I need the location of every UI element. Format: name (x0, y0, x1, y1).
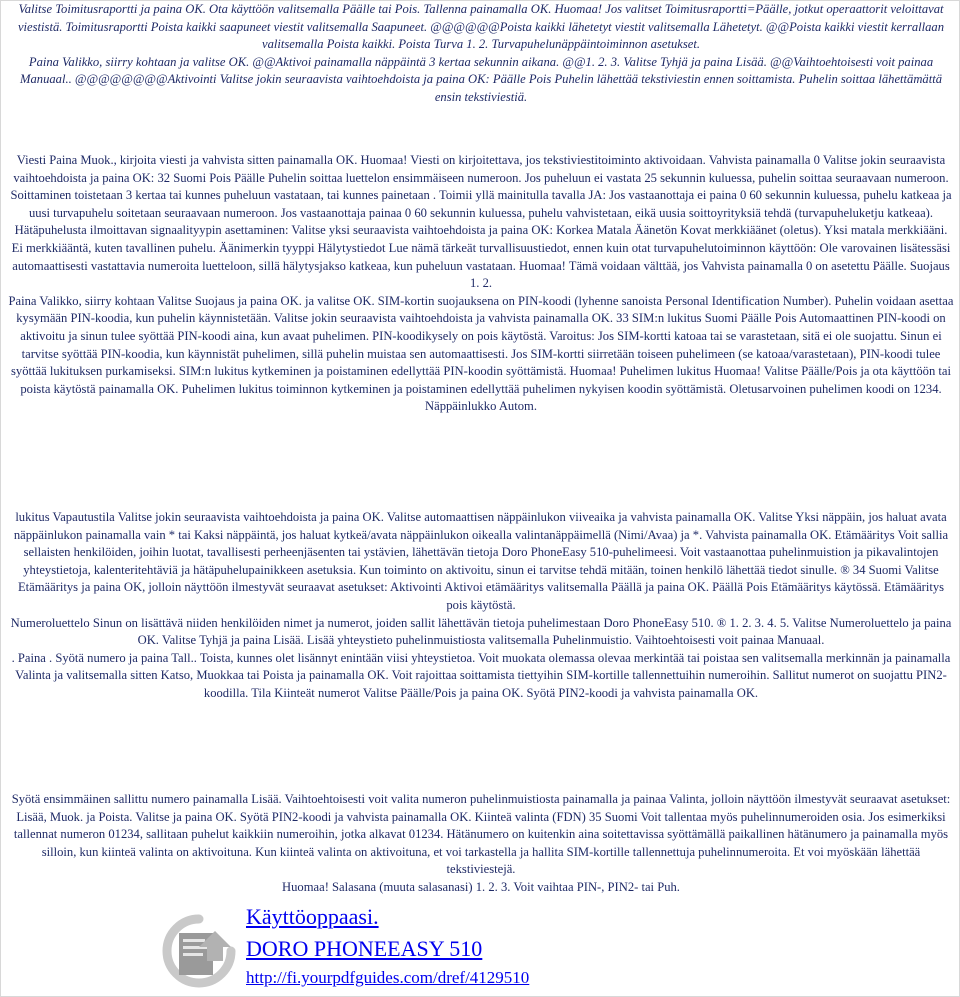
footer-links (246, 901, 529, 991)
paragraph: Ei merkkiääntä, kuten tavallinen puhelu. Äänimerkin tyyppi Hälytystiedot Lue nämä tärkeät turvallisuustiedot, ennen kuin otat turvapuhelutoiminnon käyttöön: Ole varovainen lisätessäsi automaattisesti vastattavia numeroita luetteloon, sillä hälytysjakso katkeaa, kun puheluun vastataan. Huomaa! Tämä voidaan välttää, jos Vahvista painamalla 0 on asetettu Päälle. Suojaus 1. 2. (11, 240, 951, 291)
text-block-emergency (6, 152, 956, 416)
paragraph: Paina Valikko, siirry kohtaan Valitse Suojaus ja paina OK. ja valitse OK. SIM-kortin suojauksena on PIN-koodi (lyhenne sanoista Personal Identification Number). Puhelin voidaan asettaa kysymään PIN-koodia, kun puhelin käynnistetään. Valitse jokin seuraavista vaihtoehdoista ja vahvista painamalla OK. 33 SIM:n lukitus Suomi Päälle Pois Automaattinen PIN-koodi on aktivoitu ja sinun tulee syöttää PIN-koodi aina, kun avaat puhelimen. PIN-koodikysely on pois käytöstä. Varoitus: Jos SIM-kortti katoaa tai se varastetaan, sitä ei ole suojattu. Sinun ei tarvitse syöttää PIN-koodia, kun käynnistät puhelimen, sillä puhelin muistaa sen automaattisesti. Jos SIM-kortti siirretään toiseen puhelimeen (se katoaa/varastetaan), PIN-koodi tulee syöttää lukituksen purkamiseksi. SIM:n lukitus kytkeminen ja poistaminen edellyttää PIN-koodin syöttämistä. Huomaa! Puhelimen lukitus Huomaa! Valitse Päälle/Pois ja ota käyttöön tai poista käytöstä painamalla OK. Puhelimen lukitus toiminnon kytkeminen ja poistaminen edellyttää puhelimen nykyisen koodin syöttämistä. Oletusarvoinen puhelimen koodi on 1234. Näppäinlukko Autom. (8, 293, 954, 414)
text-block-delivery-report (6, 1, 956, 107)
paragraph: Viesti Paina Muok., kirjoita viesti ja vahvista sitten painamalla OK. Huomaa! Viesti on kirjoitettava, jos tekstiviestitoiminto aktivoidaan. Vahvista painamalla 0 Valitse jokin seuraavista vaihtoehdoista ja paina OK: 32 Suomi Pois Päälle Puhelin soittaa luettelon ensimmäiseen numeroon. Jos puheluun ei vastata 25 sekunnin kuluessa, puhelin soittaa seuraavaan numeroon. Soittaminen toistetaan 3 kertaa tai kunnes puheluun vastataan, tai kunnes painetaan . Toimii yllä mainitulla tavalla JA: Jos vastaanottaja ei paina 0 60 sekunnin kuluessa, puhelu katkeaa ja uusi turvapuhelu soitetaan seuraavaan numeroon. Jos vastaanottaja painaa 0 60 sekunnin kuluessa, puhelu vahvistetaan, eikä uusia soittoyrityksiä tehdä (turvapuheluketju katkeaa). Hätäpuhelusta ilmoittavan signaalityypin asettaminen: Valitse yksi seuraavista vaihtoehdoista ja paina OK: Korkea Matala Äänetön Kovat merkkiäänet (oletus). Yksi matala merkkiääni. (10, 153, 952, 238)
paragraph: . Paina . Syötä numero ja paina Tall.. Toista, kunnes olet lisännyt enintään viisi yhteystietoa. Voit muokata olemassa olevaa merkintää tai poistaa sen valitsemalla merkinnän ja painamalla Valinta ja valitsemalla sitten Katso, Muokkaa tai Poista ja painamalla OK. Voit rajoittaa soittamista tiettyihin SIM-kortille tallennettuihin numeroihin. Sallitut numerot on suojattu PIN2-koodilla. Tila Kiinteät numerot Valitse Päälle/Pois ja paina OK. Syötä PIN2-koodi ja vahvista painamalla OK. (11, 650, 951, 700)
manual-link[interactable]: Käyttöoppaasi. (246, 904, 379, 929)
paragraph: Numeroluettelo Sinun on lisättävä niiden henkilöiden nimet ja numerot, joiden sallit lähettävän tietoja puhelimestaan Doro PhoneEasy 510. ® 1. 2. 3. 4. 5. Valitse Numeroluettelo ja paina OK. Valitse Tyhjä ja paina Lisää. Lisää yhteystieto puhelinmuistiosta valitsemalla Puhelinmuistio. Vaihtoehtoisesti voit painaa Manuaal. (10, 615, 952, 648)
url-link[interactable]: http://fi.yourpdfguides.com/dref/4129510 (246, 968, 530, 987)
product-link[interactable]: DORO PHONEEASY 510 (246, 936, 483, 961)
text-block-keylock (6, 509, 956, 703)
text-block-fixed-dialing (6, 791, 956, 897)
paragraph: Syötä ensimmäinen sallittu numero painamalla Lisää. Vaihtoehtoisesti voit valita numeron puhelinmuistiosta painamalla ja painaa Valinta, jolloin näyttöön ilmestyvät seuraavat asetukset: Lisää, Muok. ja Poista. Valitse ja paina OK. Syötä PIN2-koodi ja vahvista painamalla OK. Kiinteä valinta (FDN) 35 Suomi Voit tallentaa myös puhelinnumeroiden osia. Jos esimerkiksi tallennat numeron 01234, sallitaan puhelut kaikkiin numeroihin, jotka alkavat 01234. Hätänumero on kuitenkin aina soitettavissa syöttämällä paikallinen hätänumero ja painamalla myös silloin, kun kiinteä valinta on aktivoituna. Kun kiinteä valinta on aktivoituna, et voi tarkastella ja hallita SIM-kortille tallennettuja puhelinnumeroita. Et voi myöskään lähettää tekstiviestejä. (11, 792, 951, 877)
paragraph: lukitus Vapautustila Valitse jokin seuraavista vaihtoehdoista ja paina OK. Valitse automaattisen näppäinlukon viiveaika ja vahvista painamalla OK. Valitse Yksi näppäin, jos haluat avata näppäinlukon painamalla vain * tai Kaksi näppäintä, jos haluat kytkeä/avata näppäinlukon oikealla valintanäppäimellä (Nimi/Avaa) ja *. Vahvista painamalla OK. Etämääritys Voit sallia sellaisten henkilöiden, joihin luotat, tavallisesti perheenjäsenten tai ystävien, lähettävän tietoja Doro PhoneEasy 510-puhelimeesi. Voit vastaanottaa puhelinmuistion ja pikavalintojen yhteystietoja, kalenteritehtäviä ja hätäpuhelupainikkeen asetuksia. Kun toiminto on aktivoitu, sinun ei tarvitse tehdä mitään, toinen henkilö lähettää tiedot sinulle. ® 34 Suomi Valitse Etämääritys ja paina OK, jolloin näyttöön ilmestyvät seuraavat asetukset: Aktivointi Aktivoi etämääritys valitsemalla Päällä ja paina OK. Päällä Pois Etämääritys käytössä. Etämääritys pois käytöstä. (13, 510, 949, 612)
paragraph: Huomaa! Salasana (muuta salasanasi) 1. 2. 3. Voit vaihtaa PIN-, PIN2- tai Puh. (282, 879, 680, 894)
pdf-guide-logo (159, 913, 239, 989)
pdf-guide-logo-icon (159, 913, 239, 989)
paragraph: Valitse Toimitusraportti ja paina OK. Ota käyttöön valitsemalla Päälle tai Pois. Tallenna painamalla OK. Huomaa! Jos valitset Toimitusraportti=Päälle, jotkut operaattorit veloittavat viestistä. Toimitusraportti Poista kaikki saapuneet viestit valitsemalla Saapuneet. @@@@@@Poista kaikki lähetetyt viestit valitsemalla Lähetetyt. @@Poista kaikki viestit kerrallaan valitsemalla Poista kaikki. Poista Turva 1. 2. Turvapuhelunäppäintoiminnon asetukset. (17, 2, 945, 52)
paragraph: Paina Valikko, siirry kohtaan ja valitse OK. @@Aktivoi painamalla näppäintä 3 kertaa sekunnin aikana. @@1. 2. 3. Valitse Tyhjä ja paina Lisää. @@Vaihtoehtoisesti voit painaa Manuaal.. @@@@@@@@Aktivointi Valitse jokin seuraavista vaihtoehdoista ja paina OK: Päälle Pois Puhelin lähettää tekstiviestin ennen soittamista. Puhelin soittaa lähettämättä ensin tekstiviestiä. (19, 54, 943, 104)
